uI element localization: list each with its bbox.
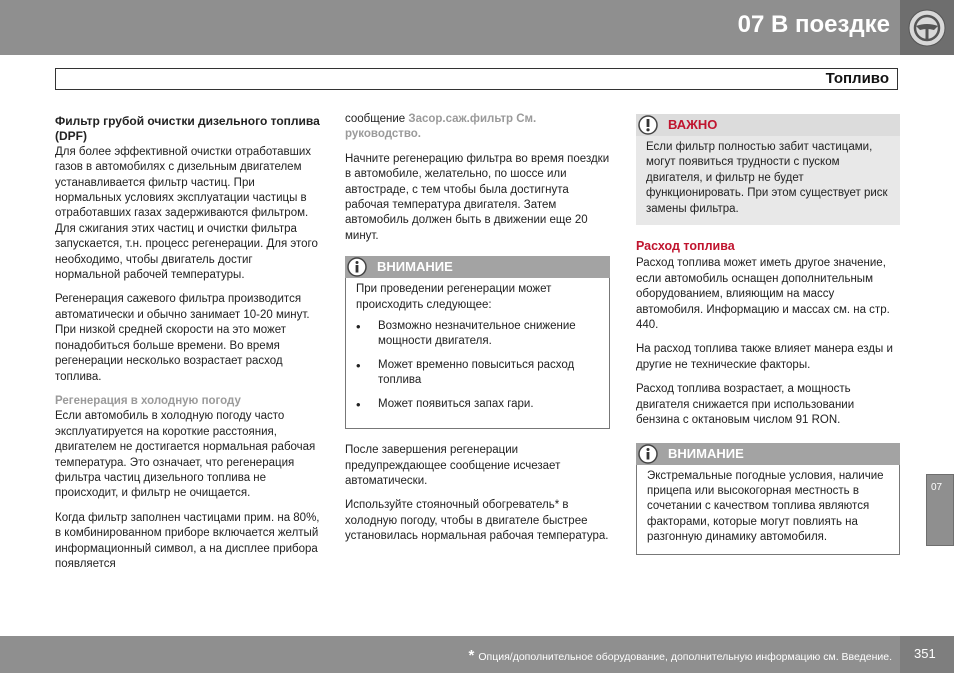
notice-header [345, 256, 610, 278]
chapter-title: 07 В поездке [737, 11, 890, 38]
info-icon [347, 257, 367, 277]
notice-label: ВНИМАНИЕ [377, 259, 453, 275]
fuel-paragraph-1: Расход топлива может иметь другое значение, если автомобиль оснащен дополнительным оборудованием, влияющим на массу автомобиля. Информацию и массах см. на стр. 440. [636, 257, 890, 332]
regeneration-paragraph: Начните регенерацию фильтра во время поездки в автомобиле, желательно, по шоссе или автостраде, с тем чтобы была достигнута рабочая температура двигателя. Затем автомобиль должен быть в движении еще 20 минут. [345, 152, 610, 242]
fuel-paragraph-3: Расход топлива возрастает, а мощность двигателя снижается при использовании бензина с октановым числом 91 RON. [636, 383, 855, 427]
notice-list [356, 319, 599, 412]
notice-header [636, 443, 900, 465]
page-footer [0, 636, 954, 673]
notice-list-item: • Возможно незначительное снижение мощности двигателя. [356, 319, 599, 350]
cold-weather-subheading: Регенерация в холодную погоду [55, 394, 241, 407]
notice-box-regeneration [345, 256, 610, 429]
chapter-icon-box [900, 0, 954, 55]
notice-label: ВНИМАНИЕ [668, 445, 744, 461]
footnote-text: Опция/дополнительное оборудование, дополнительную информацию см. Введение. [478, 651, 892, 663]
parking-heater-paragraph: Используйте стояночный обогреватель* в холодную погоду, чтобы в двигателе быстрее установилась нормальная рабочая температура. [345, 499, 609, 543]
message-prefix: сообщение [345, 113, 406, 125]
fuel-paragraph-2: На расход топлива также влияет манера езды и другие не технические факторы. [636, 343, 893, 371]
column-left [55, 114, 320, 581]
footnote [469, 647, 892, 664]
display-message-text: Засор.саж.фильтр См. руководство. [345, 113, 537, 141]
page-number: 351 [914, 646, 936, 661]
dpf-heading: Фильтр грубой очистки дизельного топлива (DPF) [55, 114, 320, 144]
notice-body: Экстремальные погодные условия, наличие прицепа или высокогорная местность в сочетании с качеством топлива являются факторами, которые могут повлиять на разгонную динамику автомобиля. [647, 469, 884, 544]
message-paragraph [345, 112, 610, 143]
section-title: Топливо [825, 70, 889, 87]
notice-list-item: • Может появиться запах гари. [356, 397, 599, 412]
notice-box-weather [636, 443, 900, 555]
section-title-box [55, 68, 898, 90]
column-right [636, 114, 900, 567]
steering-wheel-icon [907, 8, 947, 48]
important-body: Если фильтр полностью забит частицами, могут появиться трудности с пуском двигателя, и фильтр не будет функционировать. При этом существует риск замены фильтра. [646, 141, 888, 215]
chapter-side-tab[interactable] [926, 474, 954, 546]
dpf-paragraph-2: Регенерация сажевого фильтра производится автоматически и обычно занимает 10-20 минут. При низкой средней скорости на это может понадобиться больше времени. Во время регенерации несколько возрастает расход топлива. [55, 293, 310, 383]
after-regeneration-paragraph: После завершения регенерации предупреждающее сообщение исчезает автоматически. [345, 444, 561, 487]
notice-intro: При проведении регенерации может происходить следующее: [356, 283, 552, 311]
notice-body [346, 278, 609, 428]
fuel-consumption-heading: Расход топлива [636, 239, 735, 254]
cold-weather-paragraph: Если автомобиль в холодную погоду часто эксплуатируется на короткие расстояния, двигателем не достигается нормальная рабочая температура. Это означает, что регенерация фильтра частиц дизельного топлива не происходит, и фильтр не очищается. [55, 410, 316, 500]
chapter-tab-label: 07 [931, 482, 943, 493]
warning-icon [638, 115, 658, 135]
column-middle [345, 114, 610, 554]
dpf-paragraph-1: Для более эффективной очистки отработавших газов в автомобилях с дизельным двигателем устанавливается фильтр частиц. При нормальных условиях эксплуатации частицы в отработавших газах задерживаются фильтром. Для сжигания этих частиц и очистки фильтра запускается, т.н. процесс регенерации. Для этого необходимо, чтобы двигатель достиг нормальной рабочей температуры. [55, 145, 318, 282]
page-number-box [900, 636, 954, 673]
info-icon [638, 444, 658, 464]
notice-list-item: • Может временно повыситься расход топлива [356, 358, 599, 389]
important-box [636, 114, 900, 225]
page-header-bar [0, 0, 954, 55]
important-header [636, 114, 900, 136]
filter-full-paragraph: Когда фильтр заполнен частицами прим. на 80%, в комбинированном приборе включается желтый информационный символ, а на дисплее прибора появляется [55, 511, 320, 570]
asterisk-marker: * [468, 647, 475, 664]
important-label: ВАЖНО [668, 117, 718, 132]
